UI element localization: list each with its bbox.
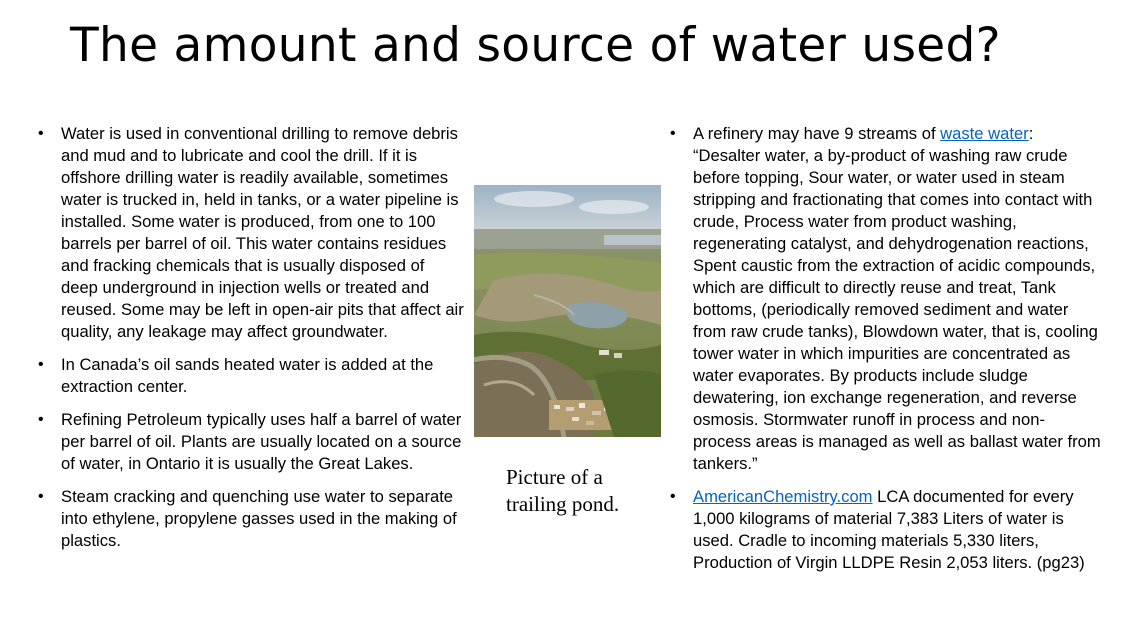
bullet-text: Steam cracking and quenching use water to separate into ethylene, propylene gasses used in the making of plastics.	[61, 487, 457, 550]
bullet-item	[670, 123, 1102, 475]
bullet-dot: •	[670, 488, 676, 505]
bullet-text: Refining Petroleum typically uses half a barrel of water per barrel of oil. Plants are usually located on a source of water, in Ontario it is usually the Great Lakes.	[61, 410, 462, 473]
photo-caption: Picture of a trailing pond.	[506, 465, 620, 516]
bullet-text: : “Desalter water, a by-product of washing raw crude before topping, Sour water, or water used in steam stripping and fractionating that comes into contact with crude, Process water from product washing, regenerating catalyst, and dehydrogenation reactions, Spent caustic from the extraction of acidic compounds, which are difficult to directly reuse and treat, Tank bottoms, (periodically removed sediment and water from raw crude tanks), Blowdown water, that is, cooling tower water in which impurities are concentrated as water evaporates. By products include sludge dewatering, ion exchange regeneration, and reverse osmosis. Stormwater runoff in process and non-process areas is managed as well as ballast water from tankers.”	[693, 124, 1101, 473]
bullet-text-prefix: A refinery may have 9 streams of	[693, 124, 941, 143]
bullet-item	[38, 409, 465, 475]
bullet-dot: •	[38, 356, 44, 373]
left-bullet-list	[38, 123, 465, 563]
bullet-item	[670, 486, 1102, 574]
bullet-dot: •	[670, 125, 676, 142]
slide-title: The amount and source of water used?	[70, 18, 1001, 73]
bullet-text: LCA documented for every 1,000 kilograms of material 7,383 Liters of water is used. Cradle to incoming materials 5,330 liters, Production of Virgin LLDPE Resin 2,053 liters. (pg23)	[693, 487, 1085, 572]
bullet-item	[38, 123, 465, 343]
bullet-dot: •	[38, 488, 44, 505]
bullet-item	[38, 354, 465, 398]
bullet-item	[38, 486, 465, 552]
american-chemistry-link[interactable]: AmericanChemistry.com	[693, 487, 873, 506]
waste-water-link[interactable]: waste water	[940, 124, 1029, 143]
tailing-pond-photo	[474, 185, 661, 437]
bullet-text: Water is used in conventional drilling to remove debris and mud and to lubricate and cool the drill. If it is offshore drilling water is readily available, sometimes water is trucked in, held in tanks, or a water pipeline is installed. Some water is produced, from one to 100 barrels per barrel of oil. This water contains residues and fracking chemicals that is usually disposed of deep underground in injection wells or treated and reused. Some may be left in open-air pits that affect air quality, any leakage may affect groundwater.	[61, 124, 464, 341]
right-bullet-list	[670, 123, 1102, 585]
bullet-dot: •	[38, 125, 44, 142]
bullet-dot: •	[38, 411, 44, 428]
bullet-text: In Canada’s oil sands heated water is added at the extraction center.	[61, 355, 434, 396]
